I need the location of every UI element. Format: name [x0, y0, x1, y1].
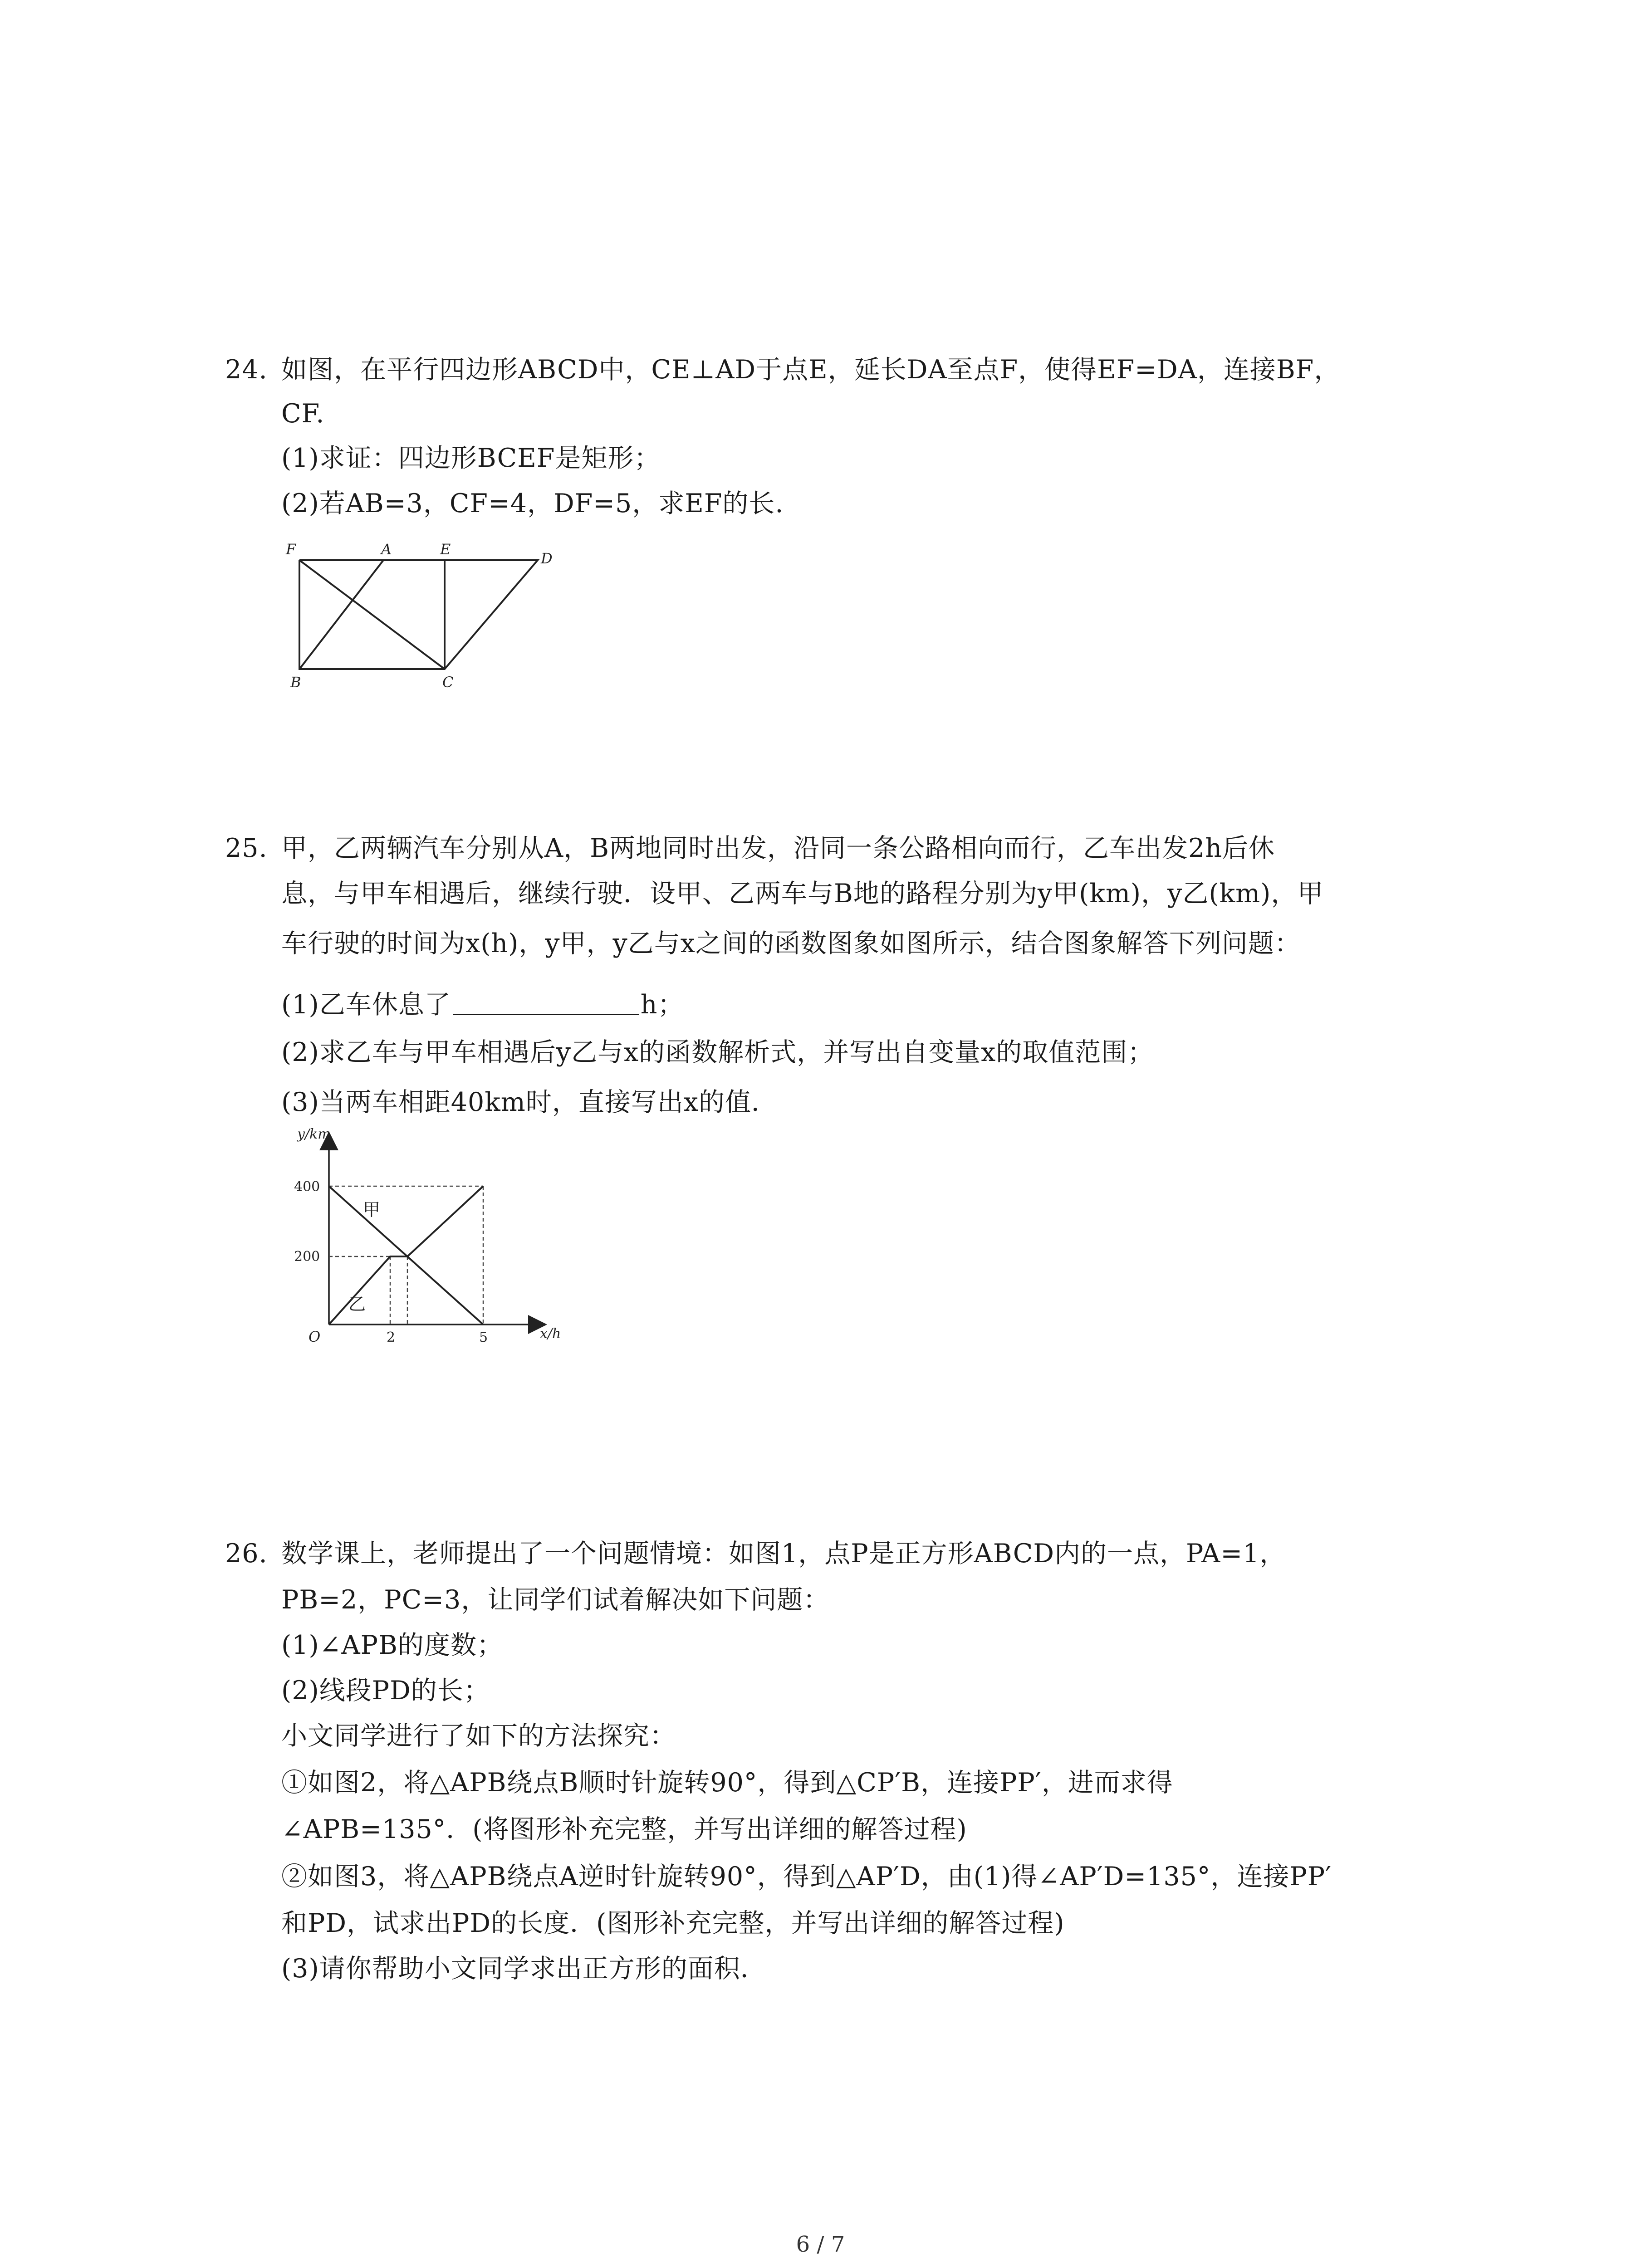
- y-tick-400: 400: [294, 1179, 320, 1195]
- sub-question: (3)当两车相距40km时，直接写出x的值．: [281, 1087, 778, 1117]
- y-axis-label: y/km: [297, 1126, 331, 1142]
- part1-unit: h；: [640, 990, 684, 1020]
- question-text-line: 甲，乙两辆汽车分别从A，B两地同时出发，沿同一条公路相向而行，乙车出发2h后休: [281, 833, 1275, 863]
- question-text-line: ∠APB=135°．(将图形补充完整，并写出详细的解答过程): [281, 1814, 967, 1844]
- question-number: 24.: [225, 355, 268, 385]
- sub-question: (1)∠APB的度数；: [281, 1630, 503, 1660]
- question-text-line: 息，与甲车相遇后，继续行驶．设甲、乙两车与B地的路程分别为y甲(km)，y乙(km)，甲: [281, 879, 1324, 909]
- part1-text: (1)乙车休息了: [281, 990, 451, 1020]
- label-a: A: [381, 541, 392, 558]
- question-number: 26.: [225, 1539, 268, 1569]
- x-tick-5: 5: [479, 1330, 488, 1345]
- parallelogram-figure: [281, 535, 572, 699]
- sub-question: [281, 987, 684, 1023]
- sub-question: (2)求乙车与甲车相遇后y乙与x的函数解析式，并写出自变量x的取值范围；: [281, 1037, 1154, 1067]
- series-label-yi: 乙: [348, 1294, 366, 1314]
- series-label-jia: 甲: [363, 1200, 381, 1220]
- label-c: C: [442, 674, 454, 691]
- sub-question: (1)求证：四边形BCEF是矩形；: [281, 443, 661, 473]
- question-text-line: PB=2，PC=3，让同学们试着解决如下问题：: [281, 1585, 830, 1615]
- sub-question: (2)若AB=3，CF=4，DF=5，求EF的长.: [281, 489, 784, 518]
- question-text-line: CF.: [281, 399, 325, 429]
- page-number: 6 / 7: [796, 2232, 845, 2257]
- label-b: B: [290, 674, 301, 691]
- origin-label: O: [309, 1328, 321, 1345]
- x-axis-label: x/h: [540, 1326, 561, 1342]
- question-text-line: 车行驶的时间为x(h)，y甲，y乙与x之间的函数图象如图所示，结合图象解答下列问题：: [281, 929, 1301, 958]
- label-d: D: [541, 550, 553, 567]
- label-f: F: [286, 541, 296, 558]
- question-number: 25.: [225, 833, 268, 863]
- sub-question: (2)线段PD的长；: [281, 1676, 490, 1706]
- question-text-line: ①如图2，将△APB绕点B顺时针旋转90°，得到△CP′B，连接PP′，进而求得: [281, 1768, 1173, 1798]
- x-tick-2: 2: [387, 1330, 396, 1345]
- question-text-line: 如图，在平行四边形ABCD中，CE⊥AD于点E，延长DA至点F，使得EF=DA，连接BF，: [281, 355, 1341, 385]
- question-text-line: 小文同学进行了如下的方法探究：: [281, 1721, 676, 1751]
- question-text-line: 数学课上，老师提出了一个问题情境：如图1，点P是正方形ABCD内的一点，PA=1，: [281, 1539, 1286, 1569]
- question-text-line: ②如图3，将△APB绕点A逆时针旋转90°，得到△AP′D，由(1)得∠AP′D=135°，连接PP′: [281, 1862, 1332, 1892]
- label-e: E: [440, 541, 451, 558]
- sub-question: (3)请你帮助小文同学求出正方形的面积．: [281, 1954, 767, 1984]
- function-graph: [272, 1125, 561, 1352]
- question-text-line: 和PD，试求出PD的长度．(图形补充完整，并写出详细的解答过程): [281, 1908, 1065, 1938]
- y-tick-200: 200: [294, 1249, 320, 1265]
- answer-blank: [453, 987, 639, 1015]
